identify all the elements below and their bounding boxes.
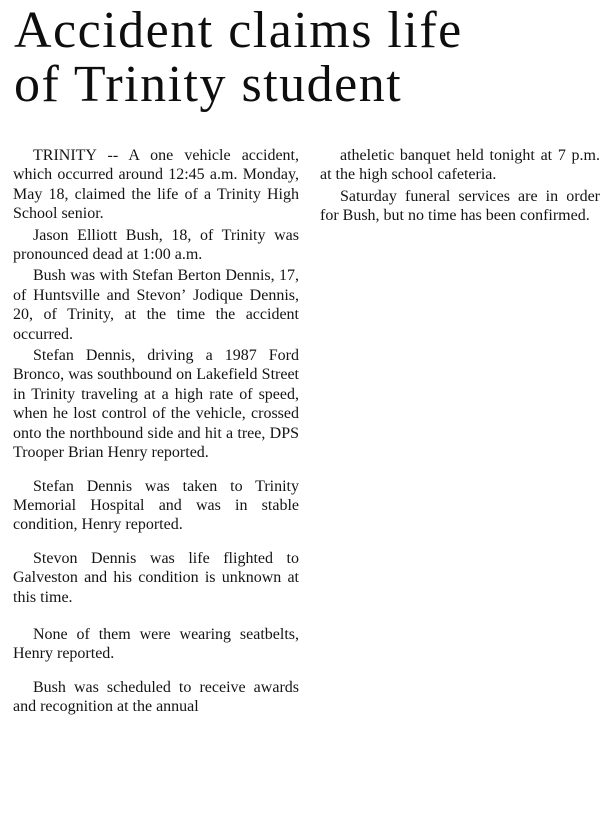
- paragraph-banquet: atheletic banquet held tonight at 7 p.m. at the high school cafeteria.: [320, 147, 600, 184]
- paragraph-seatbelts: None of them were wearing seatbelts, Henry reported.: [13, 625, 299, 663]
- article-column-left: [13, 146, 299, 719]
- paragraph-dateline: TRINITY -- A one vehicle accident, which occurred around 12:45 a.m. Monday, May 18, claimed the life of a Trinity High School senior.: [13, 147, 299, 223]
- paragraph-funeral: Saturday funeral services are in order for Bush, but no time has been confirmed.: [320, 187, 600, 225]
- paragraph-awards: Bush was scheduled to receive awards and recognition at the annual: [13, 678, 299, 716]
- article-column-right: [320, 146, 600, 228]
- headline: [14, 4, 604, 112]
- paragraph-stefan-condition: Stefan Dennis was taken to Trinity Memorial Hospital and was in stable condition, Henry reported.: [13, 477, 299, 534]
- paragraph-victim: Jason Elliott Bush, 18, of Trinity was pronounced dead at 1:00 a.m.: [13, 226, 299, 264]
- paragraph-accident-details: Stefan Dennis, driving a 1987 Ford Bronco, was southbound on Lakefield Street in Trinity traveling at a high rate of speed, when he lost control of the vehicle, crossed onto the northbound side and hit a tree, DPS Trooper Brian Henry reported.: [13, 347, 299, 462]
- paragraph-stevon-condition: Stevon Dennis was life flighted to Galveston and his condition is unknown at this time.: [13, 549, 299, 606]
- headline-line-2: of Trinity student: [14, 56, 403, 113]
- paragraph-passengers: Bush was with Stefan Berton Dennis, 17, of Huntsville and Stevonʼ Jodique Dennis, 20, of Trinity, at the time the accident occurred.: [13, 267, 299, 343]
- headline-line-1: Accident claims life: [14, 2, 463, 59]
